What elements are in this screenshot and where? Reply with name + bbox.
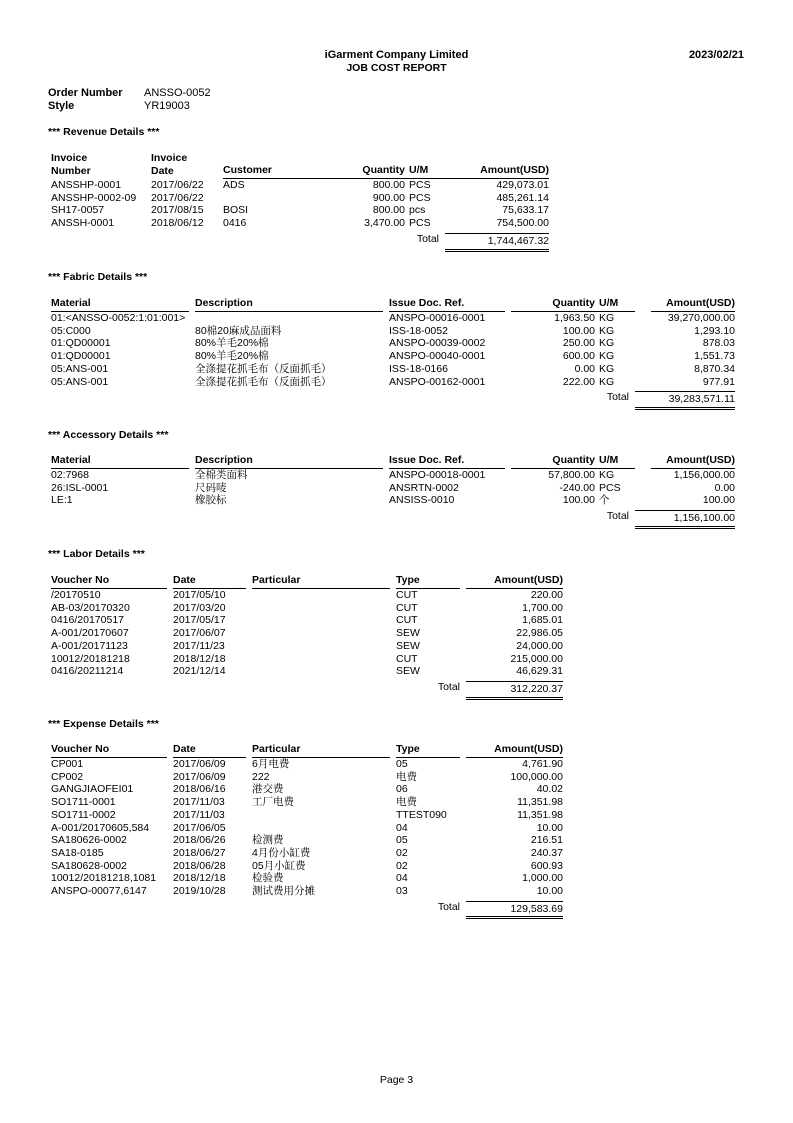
revenue-table [51, 152, 549, 252]
table-cell: pcs [409, 204, 426, 217]
col-header: U/M [595, 297, 635, 312]
table-row [51, 783, 563, 796]
table-cell: 100.00 [562, 494, 595, 507]
table-cell: 2017/06/22 [151, 179, 204, 191]
table-cell: 80%羊毛20%棉 [195, 350, 269, 363]
labor-section-title: *** Labor Details *** [48, 548, 145, 560]
table-cell: 800.00 [372, 179, 405, 191]
total-amount [466, 678, 563, 700]
table-cell: PCS [599, 481, 621, 494]
table-cell: 1,700.00 [522, 601, 563, 614]
table-cell: 600.00 [562, 350, 595, 363]
labor-table [51, 574, 563, 700]
table-row [51, 885, 563, 898]
table-cell [252, 665, 396, 678]
table-row [51, 872, 563, 885]
table-cell: ANSPO-00162-0001 [389, 375, 486, 388]
style-label: Style [48, 100, 75, 112]
total-label: Total [416, 232, 439, 245]
col-header: Customer [223, 152, 319, 179]
table-cell: 754,500.00 [496, 217, 549, 230]
table-cell: 06 [396, 783, 408, 796]
table-row [51, 809, 563, 822]
table-cell: /20170510 [51, 589, 101, 601]
empty-cell [223, 230, 319, 252]
table-cell: 8,870.34 [694, 362, 735, 375]
table-cell: 485,261.14 [496, 191, 549, 204]
table-cell: 电费 [396, 770, 417, 783]
table-cell: 46,629.31 [516, 665, 563, 678]
col-header: Description [195, 297, 389, 312]
table-cell: 215,000.00 [510, 652, 563, 665]
table-row [51, 834, 563, 847]
report-date: 2023/02/21 [688, 49, 744, 61]
table-cell: 10.00 [536, 821, 563, 834]
table-row [51, 640, 563, 653]
empty-cell [173, 678, 252, 700]
table-cell: 04 [396, 821, 408, 834]
table-cell: 1,156,000.00 [673, 469, 735, 481]
empty-cell [51, 230, 151, 252]
table-cell: KG [599, 324, 615, 337]
table-cell: PCS [409, 179, 431, 191]
table-cell: 0416/20170517 [51, 614, 124, 627]
table-cell: CP001 [51, 758, 84, 770]
table-cell: 01:QD00001 [51, 350, 111, 363]
table-cell: 05:ANS-001 [51, 362, 109, 375]
fabric-table [51, 297, 735, 410]
table-cell: SA180626-0002 [51, 834, 127, 847]
table-cell: 01:QD00001 [51, 337, 111, 350]
table-cell: A-001/20170605,584 [51, 821, 150, 834]
table-cell: KG [599, 375, 615, 388]
table-cell: 2017/06/09 [173, 770, 226, 783]
table-cell: 220.00 [530, 589, 563, 601]
total-amount-value: 1,744,467.32 [445, 233, 549, 252]
table-cell: ANSRTN-0002 [389, 481, 459, 494]
table-cell: 2017/05/10 [173, 589, 226, 601]
empty-cell [51, 678, 173, 700]
col-header: Amount(USD) [635, 454, 735, 469]
table-cell: 100,000.00 [510, 770, 563, 783]
table-row [51, 771, 563, 784]
table-cell [195, 312, 389, 325]
table-cell: 600.93 [530, 859, 563, 872]
table-cell: SA18-0185 [51, 846, 104, 859]
table-cell: ANSPO-00039-0002 [389, 337, 486, 350]
table-cell: 0.00 [574, 362, 595, 375]
total-amount-value: 1,156,100.00 [635, 510, 735, 529]
table-cell: 10012/20181218,1081 [51, 872, 157, 885]
table-cell: 全涤提花抓毛布（反面抓毛） [195, 375, 332, 388]
table-cell [252, 627, 396, 640]
total-row [51, 230, 549, 252]
table-cell: LE:1 [51, 494, 73, 507]
table-cell: 05月小缸费 [252, 859, 306, 872]
table-cell: PCS [409, 191, 431, 204]
col-header: Quantity [319, 152, 405, 179]
table-cell: 10.00 [536, 885, 563, 898]
col-header: Issue Doc. Ref. [389, 297, 511, 312]
total-amount [635, 507, 735, 529]
total-row [51, 678, 563, 700]
table-cell: 2018/12/18 [173, 872, 226, 885]
table-cell: 900.00 [372, 191, 405, 204]
table-cell: 878.03 [702, 337, 735, 350]
table-cell: A-001/20170607 [51, 627, 129, 640]
table-cell [252, 822, 396, 835]
table-cell: 22,986.05 [516, 627, 563, 640]
table-cell: ANSSHP-0002-09 [51, 191, 137, 204]
table-cell: 2018/06/12 [151, 217, 204, 230]
table-cell [252, 809, 396, 822]
table-cell: 40.02 [536, 783, 563, 796]
table-cell: 222.00 [562, 375, 595, 388]
total-amount [445, 230, 549, 252]
expense-section-title: *** Expense Details *** [48, 718, 159, 730]
table-cell: 1,000.00 [522, 872, 563, 885]
table-cell: 977.91 [702, 375, 735, 388]
table-row [51, 363, 735, 376]
table-row [51, 627, 563, 640]
table-row [51, 796, 563, 809]
table-cell: TTEST090 [396, 808, 447, 821]
col-header: Voucher No [51, 743, 173, 758]
table-cell: 250.00 [562, 337, 595, 350]
empty-cell [389, 388, 511, 410]
table-row [51, 469, 735, 482]
table-cell: SEW [396, 665, 420, 678]
table-cell [252, 653, 396, 666]
table-cell: 11,351.98 [517, 796, 563, 809]
table-cell: 2017/06/09 [173, 758, 226, 770]
table-cell [252, 589, 396, 602]
table-cell: 4,761.90 [522, 758, 563, 770]
table-cell: 2018/06/16 [173, 783, 226, 796]
table-cell: 2017/11/03 [173, 808, 225, 821]
table-cell: 2017/06/07 [173, 627, 226, 640]
table-row [51, 337, 735, 350]
table-cell: ANSPO-00016-0001 [389, 312, 486, 324]
table-cell: GANGJIAOFEI01 [51, 783, 134, 796]
table-cell: 2021/12/14 [173, 665, 226, 678]
table-cell: CUT [396, 589, 418, 601]
table-cell: SH17-0057 [51, 204, 105, 217]
table-row [51, 589, 563, 602]
table-row [51, 614, 563, 627]
table-cell: SEW [396, 639, 420, 652]
table-row [51, 860, 563, 873]
table-cell [252, 614, 396, 627]
table-cell: CUT [396, 652, 418, 665]
col-header: Invoice Date [151, 152, 188, 177]
table-cell: 800.00 [372, 204, 405, 217]
table-cell: 75,633.17 [502, 204, 549, 217]
col-header: Particular [252, 574, 396, 589]
order-number-value: ANSSO-0052 [144, 87, 211, 99]
table-cell: 01:<ANSSO-0052:1:01:001> [51, 312, 186, 324]
table-cell: KG [599, 362, 615, 375]
table-cell: AB-03/20170320 [51, 601, 130, 614]
table-cell: ANSISS-0010 [389, 494, 455, 507]
col-header: Type [396, 743, 466, 758]
table-cell: 2017/08/15 [151, 204, 204, 217]
table-cell: 10012/20181218 [51, 652, 130, 665]
col-header: Date [173, 574, 252, 589]
table-cell: ISS-18-0166 [389, 362, 448, 375]
total-label: Total [437, 680, 460, 693]
table-row [51, 494, 735, 507]
table-cell: 2017/05/17 [173, 614, 226, 627]
col-header: Particular [252, 743, 396, 758]
col-header: Issue Doc. Ref. [389, 454, 511, 469]
total-row [51, 898, 563, 920]
empty-cell [173, 898, 252, 920]
table-cell: KG [599, 350, 615, 363]
table-cell: KG [599, 337, 615, 350]
total-row [51, 507, 735, 529]
table-cell: 2017/11/03 [173, 796, 225, 809]
empty-cell [51, 507, 195, 529]
table-cell: 02:7968 [51, 469, 89, 481]
table-row [51, 602, 563, 615]
table-cell: PCS [409, 217, 431, 230]
table-cell: KG [599, 469, 615, 481]
table-cell [252, 602, 396, 615]
table-cell: 测试费用分摊 [252, 885, 315, 898]
table-cell: 216.51 [530, 834, 563, 847]
col-header: Quantity [511, 297, 595, 312]
table-row [51, 350, 735, 363]
table-row [51, 822, 563, 835]
table-cell: 240.37 [530, 846, 563, 859]
table-cell: 全涤提花抓毛布（反面抓毛） [195, 362, 332, 375]
table-cell: 11,351.98 [517, 808, 563, 821]
total-row [51, 388, 735, 410]
empty-cell [252, 898, 396, 920]
table-cell: 3,470.00 [364, 217, 405, 230]
table-cell: BOSI [223, 204, 249, 217]
table-cell: SEW [396, 627, 420, 640]
table-cell: 2017/11/23 [173, 639, 225, 652]
table-cell: 02 [396, 859, 408, 872]
table-cell: SO1711-0001 [51, 796, 116, 809]
table-cell: 工厂电费 [252, 796, 294, 809]
col-header: Amount(USD) [635, 297, 735, 312]
table-cell: 02 [396, 846, 408, 859]
col-header: U/M [595, 454, 635, 469]
table-row [51, 847, 563, 860]
empty-cell [511, 388, 595, 410]
table-cell: 2017/06/05 [173, 821, 226, 834]
col-header: U/M [405, 152, 445, 179]
table-cell: 100.00 [702, 494, 735, 507]
table-row [51, 665, 563, 678]
page-number: Page 3 [379, 1074, 414, 1086]
table-cell: 80%羊毛20%棉 [195, 337, 269, 350]
table-cell: 2019/10/28 [173, 885, 226, 898]
table-cell: ADS [223, 179, 245, 191]
table-cell: 电费 [396, 796, 417, 809]
table-cell: 80棉20麻成品面料 [195, 324, 282, 337]
table-cell: SA180628-0002 [51, 859, 127, 872]
style-value: YR19003 [144, 100, 190, 112]
total-amount [466, 898, 563, 920]
total-amount-value: 129,583.69 [466, 901, 563, 920]
empty-cell [195, 507, 389, 529]
table-cell: 05 [396, 758, 408, 770]
total-amount-value: 312,220.37 [466, 681, 563, 700]
table-cell: 港交费 [252, 783, 284, 796]
table-cell: ANSSHP-0001 [51, 179, 122, 191]
col-header: Voucher No [51, 574, 173, 589]
accessory-table [51, 454, 735, 529]
table-row [51, 312, 735, 325]
table-cell: 24,000.00 [516, 639, 563, 652]
table-cell: CUT [396, 614, 418, 627]
table-cell: 6月电费 [252, 758, 290, 770]
table-cell: 0416/20211214 [51, 665, 124, 678]
table-cell: 个 [599, 494, 610, 507]
table-cell: 222 [252, 770, 270, 783]
total-label: Total [606, 510, 629, 523]
table-cell [223, 192, 319, 205]
empty-cell [319, 230, 405, 252]
order-number-label: Order Number [48, 87, 123, 99]
table-cell: 检验费 [252, 872, 284, 885]
col-header: Invoice Number [51, 152, 91, 177]
table-cell: 4月份小缸费 [252, 846, 311, 859]
col-header: Material [51, 297, 195, 312]
table-cell: 1,551.73 [694, 350, 735, 363]
table-cell: 2017/06/22 [151, 191, 204, 204]
table-cell: 2017/03/20 [173, 601, 226, 614]
empty-cell [51, 388, 195, 410]
col-header: Amount(USD) [466, 574, 563, 589]
table-row [51, 376, 735, 389]
table-cell: 1,293.10 [694, 324, 735, 337]
col-header: Material [51, 454, 195, 469]
table-cell: 2018/06/28 [173, 859, 226, 872]
table-cell: ISS-18-0052 [389, 324, 448, 337]
table-cell: 05 [396, 834, 408, 847]
expense-table [51, 743, 563, 919]
col-header: Quantity [511, 454, 595, 469]
total-label: Total [606, 391, 629, 404]
table-cell: KG [599, 312, 615, 324]
table-cell: 2018/06/26 [173, 834, 226, 847]
table-cell: 2018/12/18 [173, 652, 226, 665]
total-amount [635, 388, 735, 410]
col-header: Date [173, 743, 252, 758]
table-cell: ANSPO-00018-0001 [389, 469, 486, 481]
empty-cell [389, 507, 511, 529]
table-cell: ANSSH-0001 [51, 217, 115, 230]
table-cell: 全棉类面料 [195, 469, 248, 481]
report-title: JOB COST REPORT [346, 62, 447, 74]
empty-cell [151, 230, 223, 252]
table-cell: 26:ISL-0001 [51, 481, 109, 494]
table-row [51, 325, 735, 338]
table-row [51, 758, 563, 771]
table-cell: 橡胶标 [195, 494, 227, 507]
empty-cell [252, 678, 396, 700]
table-cell: 39,270,000.00 [667, 312, 735, 324]
table-cell [252, 640, 396, 653]
table-cell: 05:ANS-001 [51, 375, 109, 388]
table-row [51, 204, 549, 217]
table-cell: -240.00 [559, 481, 595, 494]
table-cell: ANSPO-00040-0001 [389, 350, 486, 363]
table-cell: 检测费 [252, 834, 284, 847]
empty-cell [51, 898, 173, 920]
table-cell: 尺码唛 [195, 481, 227, 494]
table-cell: 05:C000 [51, 324, 91, 337]
total-label: Total [437, 900, 460, 913]
table-cell: 1,685.01 [522, 614, 563, 627]
empty-cell [195, 388, 389, 410]
table-row [51, 192, 549, 205]
table-cell: A-001/20171123 [51, 639, 128, 652]
company-name: iGarment Company Limited [324, 49, 469, 61]
table-cell: 0.00 [714, 481, 735, 494]
total-amount-value: 39,283,571.11 [635, 391, 735, 410]
table-cell: 2018/06/27 [173, 846, 226, 859]
table-cell: 0416 [223, 217, 247, 230]
table-row [51, 217, 549, 230]
empty-cell [511, 507, 595, 529]
revenue-section-title: *** Revenue Details *** [48, 126, 160, 138]
accessory-section-title: *** Accessory Details *** [48, 429, 169, 441]
table-cell: CUT [396, 601, 418, 614]
table-cell: CP002 [51, 770, 84, 783]
table-row [51, 179, 549, 192]
table-cell: SO1711-0002 [51, 808, 116, 821]
table-row [51, 653, 563, 666]
table-cell: 57,800.00 [548, 469, 595, 481]
table-cell: ANSPO-00077,6147 [51, 885, 147, 898]
col-header: Amount(USD) [445, 152, 549, 179]
table-cell: 03 [396, 885, 408, 898]
table-cell: 1,963.50 [554, 312, 595, 324]
col-header: Type [396, 574, 466, 589]
table-row [51, 482, 735, 495]
table-cell: 04 [396, 872, 408, 885]
table-cell: 100.00 [562, 324, 595, 337]
fabric-section-title: *** Fabric Details *** [48, 271, 148, 283]
col-header: Description [195, 454, 389, 469]
col-header: Amount(USD) [466, 743, 563, 758]
table-cell: 429,073.01 [496, 179, 549, 191]
